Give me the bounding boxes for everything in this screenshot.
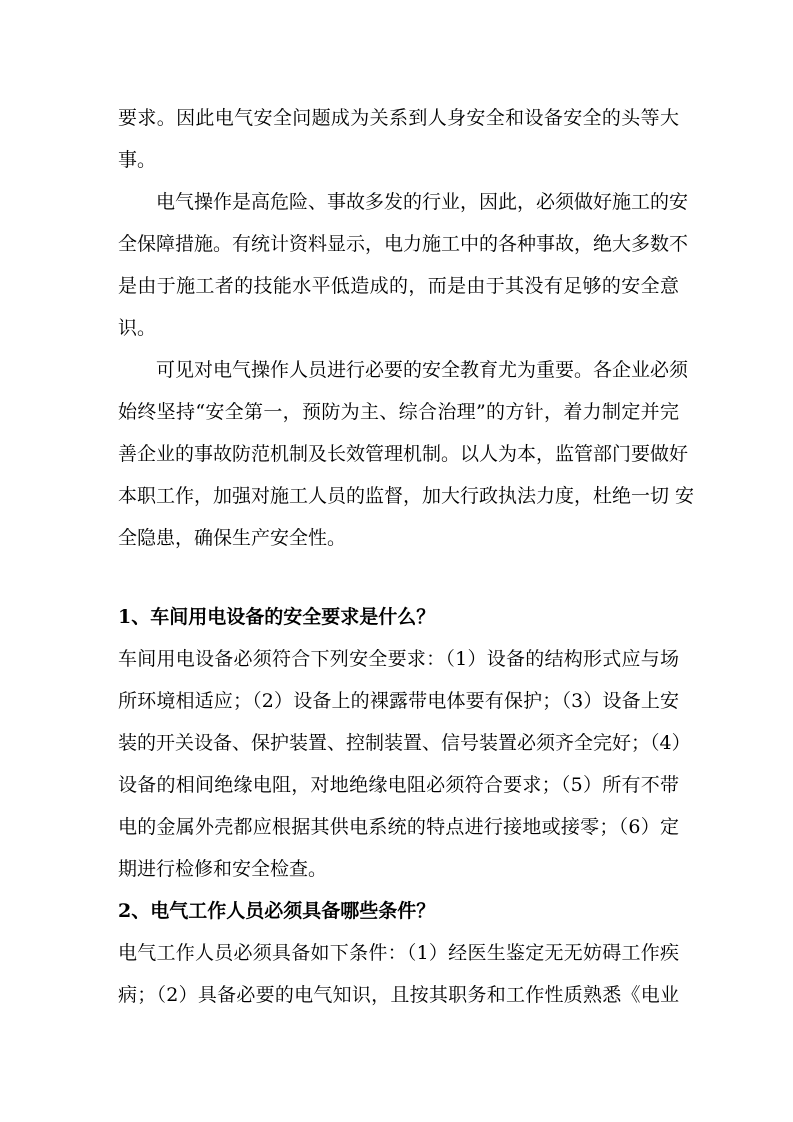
text-line: 设备的相间绝缘电阻，对地绝缘电阻必须符合要求；（5）所有不带 <box>118 774 679 796</box>
text-line: 装的开关设备、保护装置、控制装置、信号装置必须齐全完好；（4） <box>118 732 691 754</box>
text-line: 本职工作，加强对施工人员的监督，加大行政执法力度，杜绝一切 安 <box>118 485 695 507</box>
text-line: 要求。因此电气安全问题成为关系到人身安全和设备安全的头等大 <box>118 107 679 129</box>
text-line: 善企业的事故防范机制及长效管理机制。以人为本，监管部门要做好 <box>118 443 689 465</box>
text-line: 识。 <box>118 317 157 339</box>
document-page <box>118 97 695 1016</box>
text-line: 电气工作人员必须具备如下条件：（1）经医生鉴定无无妨碍工作疾 <box>118 942 679 964</box>
question-1-section <box>118 596 691 890</box>
text-line: 可见对电气操作人员进行必要的安全教育尤为重要。各企业必须 <box>156 359 689 381</box>
text-line: 是由于施工者的技能水平低造成的，而是由于其没有足够的安全意 <box>118 275 679 297</box>
text-line: 期进行检修和安全检查。 <box>118 858 328 880</box>
text-line: 全隐患，确保生产安全性。 <box>118 527 347 549</box>
text-line: 电气操作是高危险、事故多发的行业，因此，必须做好施工的安 <box>156 191 689 213</box>
text-line: 始终坚持“安全第一，预防为主、综合治理”的方针，着力制定并完 <box>118 401 679 423</box>
paragraph-safety-education <box>118 349 695 559</box>
text-line: 所环境相适应；（2）设备上的裸露带电体要有保护；（3）设备上安 <box>118 690 679 712</box>
text-line: 病；（2）具备必要的电气知识，且按其职务和工作性质熟悉《电业 <box>118 984 679 1006</box>
text-line: 车间用电设备必须符合下列安全要求：（1）设备的结构形式应与场 <box>118 648 679 670</box>
paragraph-operation-risk <box>118 181 689 349</box>
text-line: 电的金属外壳都应根据其供电系统的特点进行接地或接零；（6）定 <box>118 816 679 838</box>
question-2-section <box>118 890 679 1016</box>
blank-line <box>118 559 679 596</box>
question-1-heading: 1、车间用电设备的安全要求是什么？ <box>118 606 436 628</box>
text-line: 全保障措施。有统计资料显示，电力施工中的各种事故，绝大多数不 <box>118 233 689 255</box>
paragraph-intro-end <box>118 97 679 181</box>
question-2-heading: 2、电气工作人员必须具备哪些条件？ <box>118 900 436 922</box>
text-line: 事。 <box>118 149 157 171</box>
